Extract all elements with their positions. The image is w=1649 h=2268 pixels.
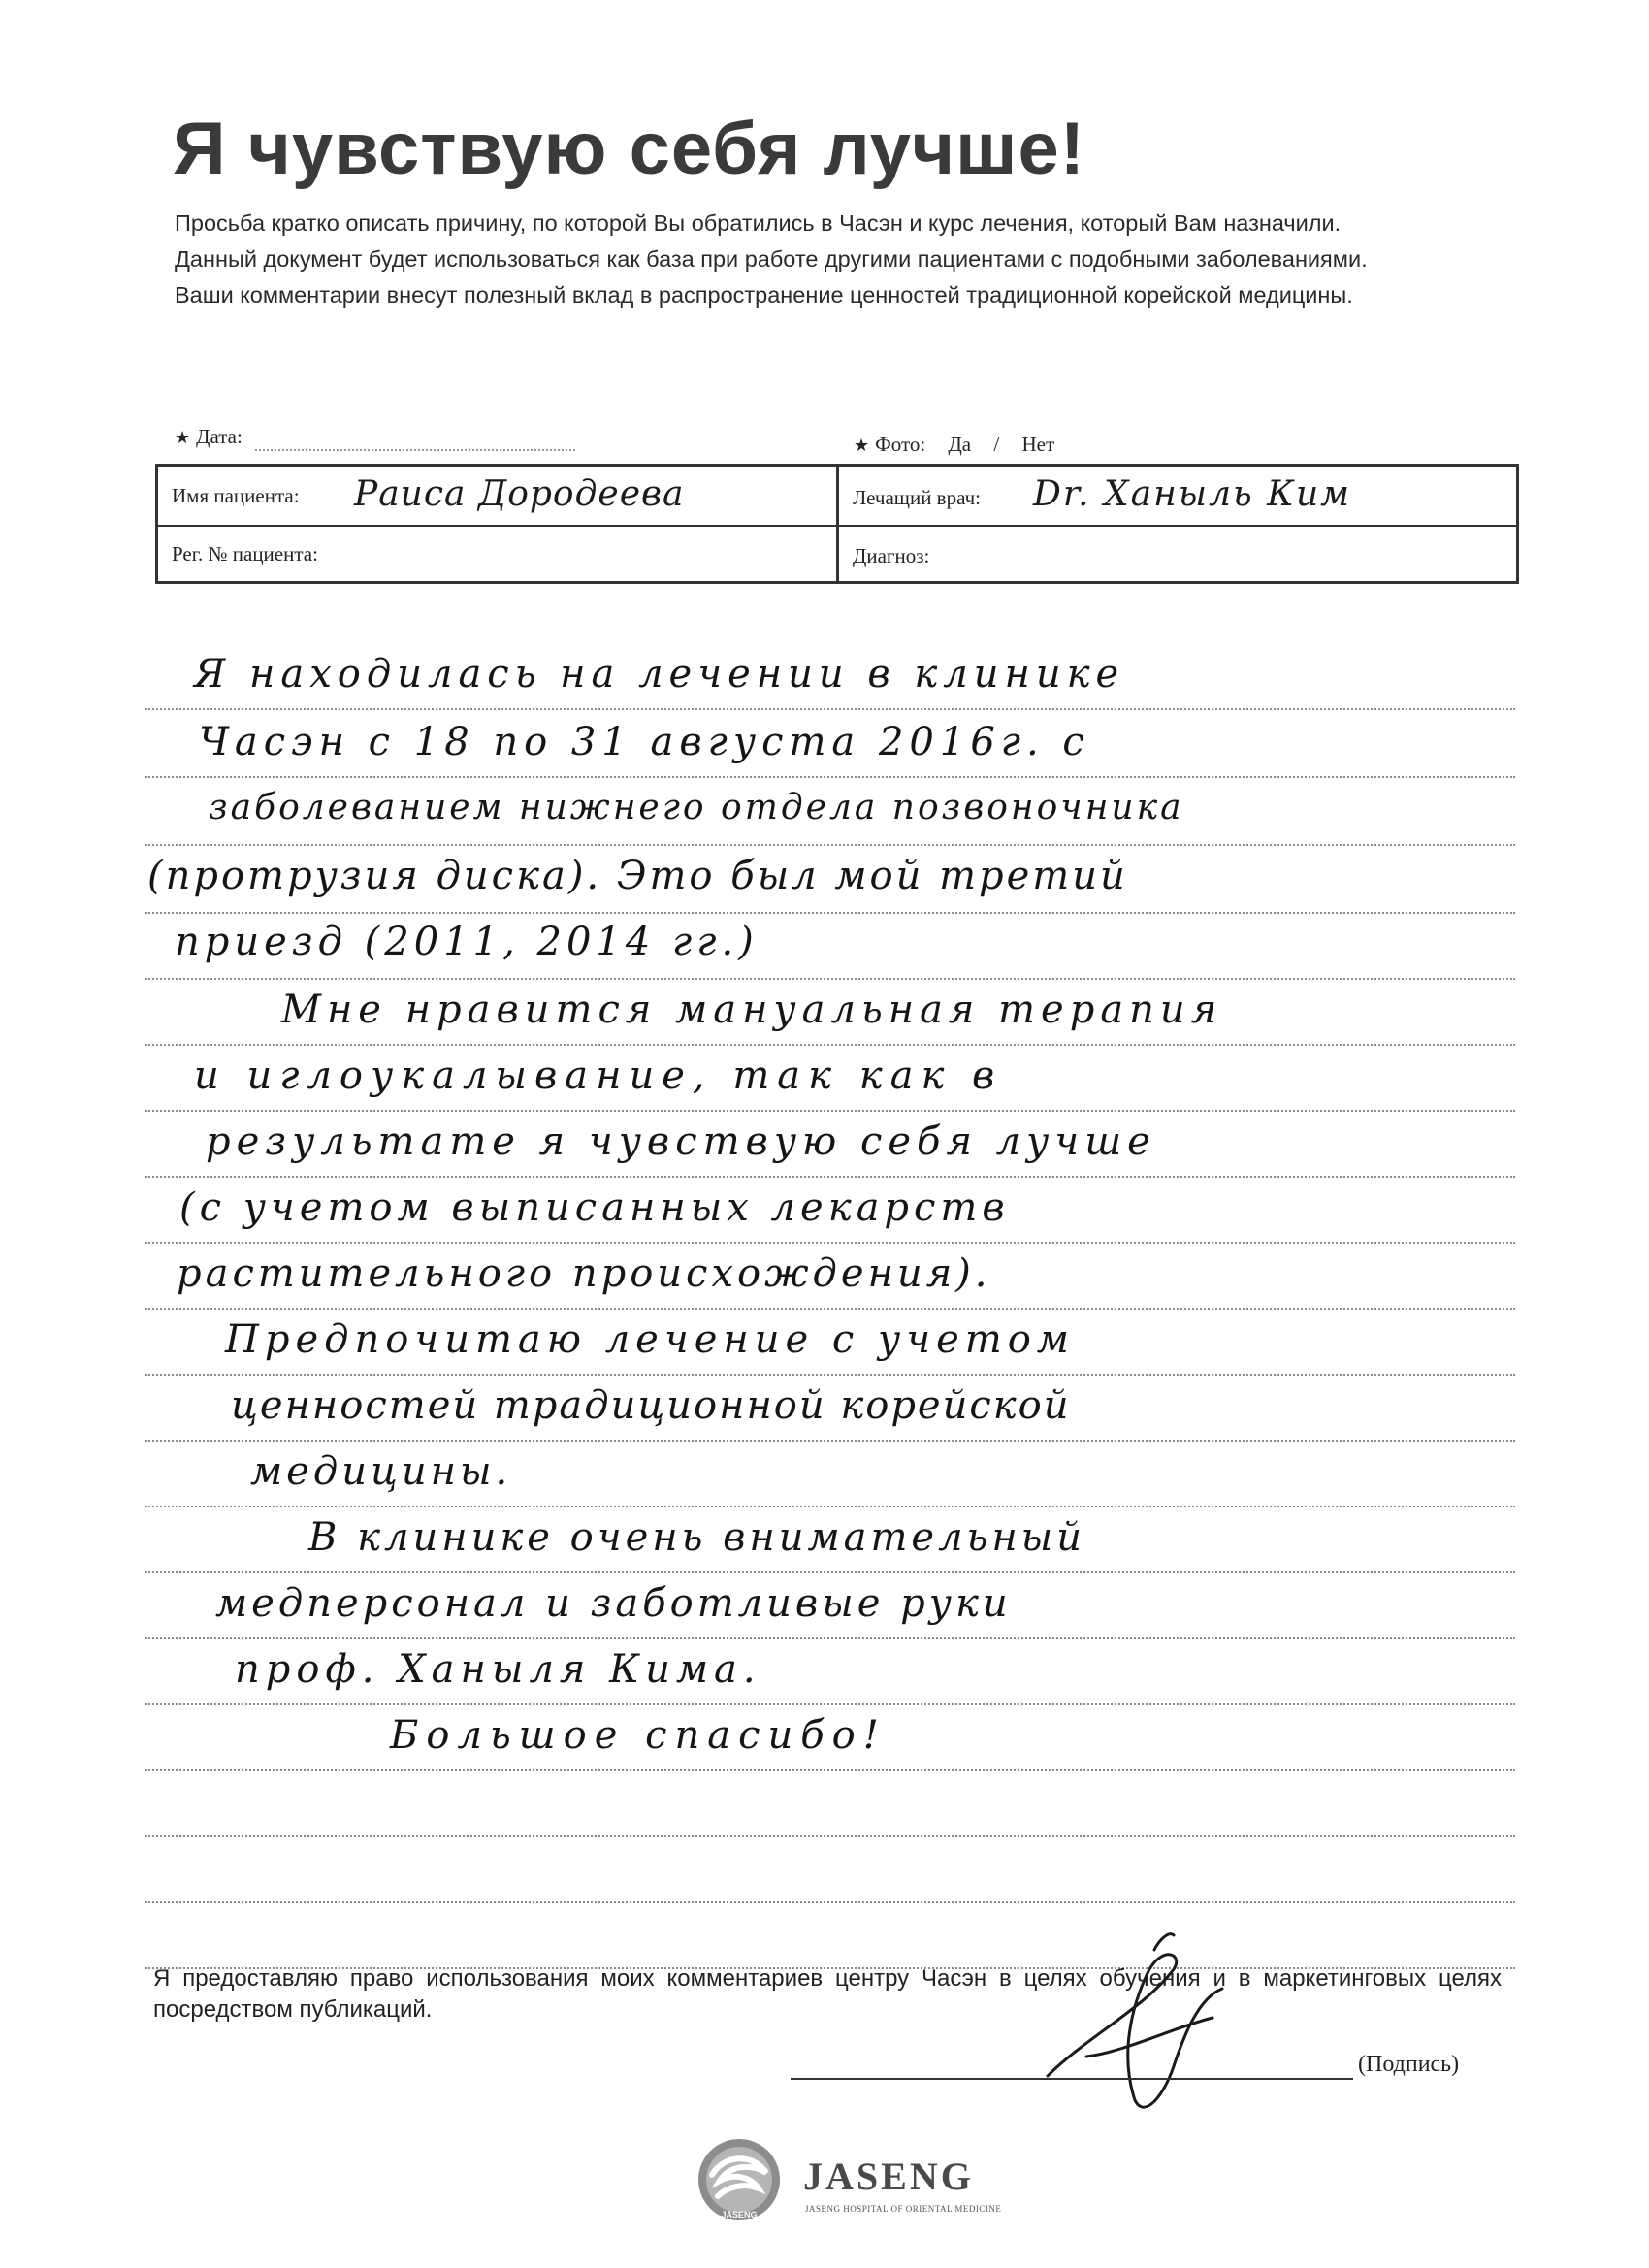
photo-option-separator: / — [993, 433, 1000, 456]
testimonial-line: ценностей традиционной корейской — [231, 1383, 1071, 1428]
intro-line: Данный документ будет использоваться как база при работе другими пациентами с подобными заболеваниями. — [175, 246, 1368, 272]
testimonial-line: Я находилась на лечении в клинике — [194, 652, 1125, 697]
testimonial-line: заболеванием нижнего отдела позвоночника — [209, 788, 1184, 827]
patient-name-label: Имя пациента: — [172, 484, 300, 507]
testimonial-line: и иглоукалывание, так как в — [194, 1053, 1003, 1098]
doctor-value: Dr. Ханыль Ким — [1033, 474, 1351, 514]
testimonial-line: (протрузия диска). Это был мой третий — [147, 854, 1128, 898]
reg-no-label: Рег. № пациента: — [172, 542, 318, 566]
testimonial-line: проф. Ханыля Кима. — [235, 1647, 761, 1692]
testimonial-line: приезд (2011, 2014 гг.) — [175, 920, 759, 964]
photo-option-no: Нет — [1021, 433, 1055, 456]
testimonial-line: Мне нравится мануальная терапия — [281, 988, 1223, 1032]
testimonial-line: медперсонал и заботливые руки — [215, 1581, 1012, 1626]
testimonial-line: Большое спасибо! — [390, 1713, 887, 1758]
signature-scribble — [1028, 1930, 1242, 2124]
testimonial-line: Предпочитаю лечение с учетом — [225, 1317, 1075, 1362]
patient-name-value: Раиса Дородеева — [354, 474, 685, 514]
intro-line: Ваши комментарии внесут полезный вклад в распространение ценностей традиционной корейской медицины. — [175, 282, 1353, 308]
logo-name: JASENG — [803, 2155, 974, 2198]
star-icon: ★ — [175, 428, 191, 448]
signature-label: (Подпись) — [1358, 2052, 1460, 2077]
logo-subtitle: JASENG HOSPITAL OF ORIENTAL MEDICINE — [805, 2204, 1002, 2214]
testimonial-line: растительного происхождения). — [177, 1251, 991, 1296]
testimonial-line: результате я чувствую себя лучше — [206, 1119, 1156, 1164]
consent-text: Я предоставляю право использования моих комментариев центру Часэн в целях обучения и в маркетинговых целях посредством публикаций. — [153, 1965, 1502, 2023]
logo-emblem-icon — [691, 2134, 788, 2226]
doctor-label: Лечащий врач: — [853, 486, 981, 509]
logo-emblem-text: JASENG — [721, 2210, 758, 2219]
signature-line — [791, 2078, 1353, 2080]
photo-option-yes: Да — [948, 433, 972, 456]
photo-label: Фото: — [875, 433, 926, 456]
intro-line: Просьба кратко описать причину, по которой Вы обратились в Часэн и курс лечения, который Вам назначили. — [175, 211, 1342, 236]
testimonial-line: Часэн с 18 по 31 августа 2016г. с — [199, 720, 1090, 764]
star-icon: ★ — [854, 436, 870, 456]
page-title: Я чувствую себя лучше! — [173, 108, 1086, 190]
jaseng-logo — [691, 2134, 1002, 2226]
testimonial-line: (с учетом выписанных лекарств — [179, 1185, 1010, 1230]
date-label: Дата: — [196, 425, 242, 448]
diagnosis-label: Диагноз: — [853, 544, 930, 567]
testimonial-line: медицины. — [250, 1449, 512, 1494]
testimonial-line: В клинике очень внимательный — [308, 1515, 1086, 1560]
